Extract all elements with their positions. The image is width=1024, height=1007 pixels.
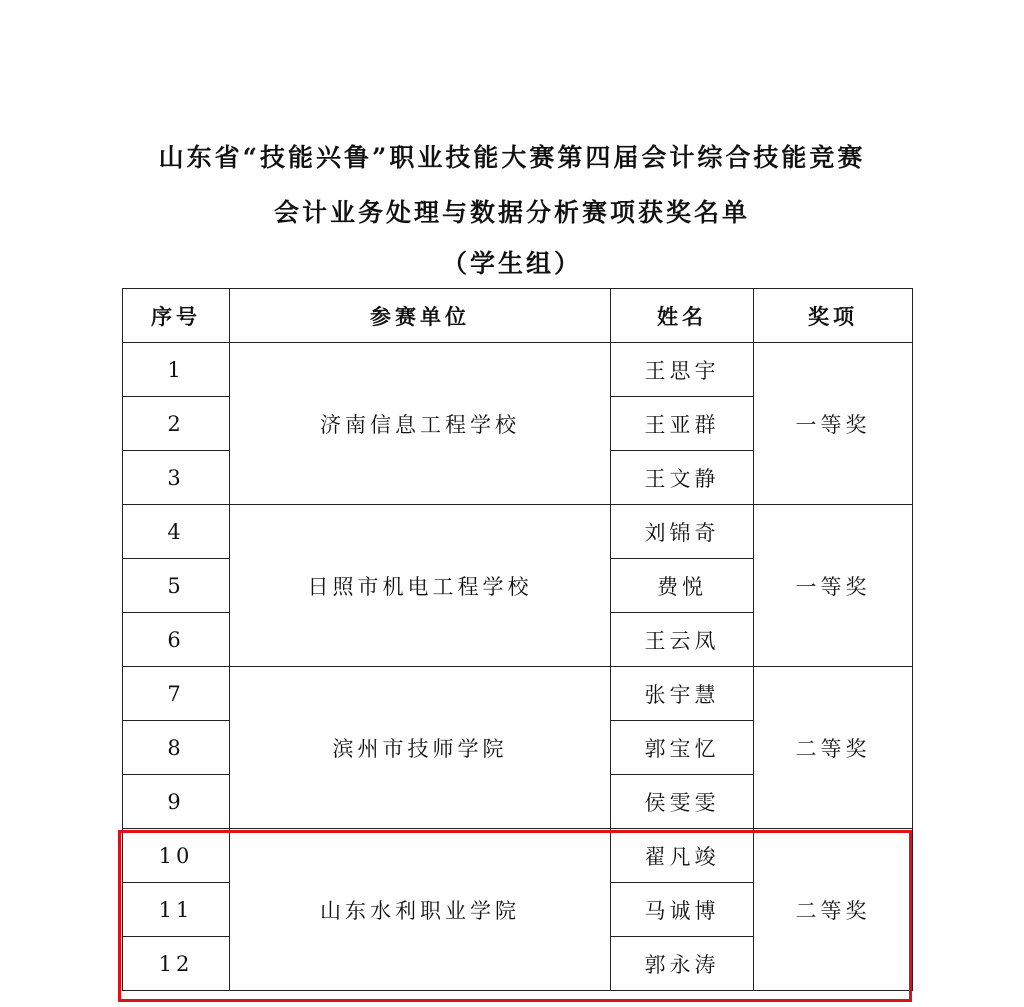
student-name: 王思宇 <box>611 343 754 397</box>
header-award: 奖项 <box>754 289 913 343</box>
serial-number: 3 <box>123 451 230 505</box>
header-serial-number: 序号 <box>123 289 230 343</box>
serial-number: 9 <box>123 775 230 829</box>
document-title-line-1: 山东省“技能兴鲁”职业技能大赛第四届会计综合技能竞赛 <box>158 143 866 172</box>
student-name: 郭宝忆 <box>611 721 754 775</box>
table-row <box>123 343 913 397</box>
table-row <box>123 829 913 883</box>
serial-number: 2 <box>123 397 230 451</box>
serial-number: 6 <box>123 613 230 667</box>
header-name: 姓名 <box>611 289 754 343</box>
unit-cell: 山东水利职业学院 <box>230 829 611 991</box>
award-cell: 一等奖 <box>754 505 913 667</box>
student-name: 刘锦奇 <box>611 505 754 559</box>
award-cell: 一等奖 <box>754 343 913 505</box>
serial-number: 4 <box>123 505 230 559</box>
serial-number: 7 <box>123 667 230 721</box>
unit-cell: 济南信息工程学校 <box>230 343 611 505</box>
student-name: 王文静 <box>611 451 754 505</box>
table-row <box>123 505 913 559</box>
serial-number: 5 <box>123 559 230 613</box>
document-title-line-2: 会计业务处理与数据分析赛项获奖名单 <box>273 198 750 227</box>
student-name: 侯雯雯 <box>611 775 754 829</box>
serial-number: 12 <box>123 937 230 991</box>
student-name: 费悦 <box>611 559 754 613</box>
header-unit: 参赛单位 <box>230 289 611 343</box>
student-name: 郭永涛 <box>611 937 754 991</box>
student-name: 张宇慧 <box>611 667 754 721</box>
unit-cell: 日照市机电工程学校 <box>230 505 611 667</box>
award-table <box>122 288 913 991</box>
award-cell: 二等奖 <box>754 667 913 829</box>
student-name: 王云凤 <box>611 613 754 667</box>
table-header-row <box>123 289 913 343</box>
page-cut-edge <box>0 1001 1024 1007</box>
serial-number: 10 <box>123 829 230 883</box>
serial-number: 11 <box>123 883 230 937</box>
student-name: 翟凡竣 <box>611 829 754 883</box>
table-row <box>123 667 913 721</box>
student-name: 王亚群 <box>611 397 754 451</box>
unit-cell: 滨州市技师学院 <box>230 667 611 829</box>
serial-number: 1 <box>123 343 230 397</box>
document-title-line-3: （学生组） <box>441 249 582 278</box>
student-name: 马诚博 <box>611 883 754 937</box>
award-cell: 二等奖 <box>754 829 913 991</box>
serial-number: 8 <box>123 721 230 775</box>
